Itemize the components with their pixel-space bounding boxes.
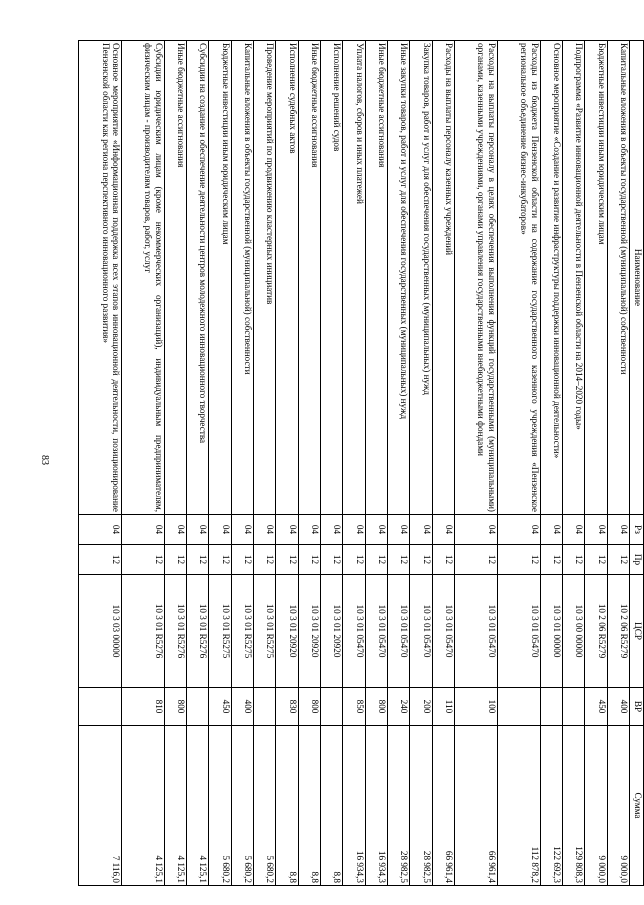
table-row	[365, 41, 387, 886]
table-row	[410, 41, 432, 886]
table-row	[432, 41, 454, 886]
cell-name: Бюджетные инвестиции иным юридическим лицам	[209, 41, 231, 515]
cell-rz: 04	[231, 515, 253, 545]
cell-sum: 4 125,1	[187, 726, 209, 886]
cell-csr: 10 3 01 R5275	[231, 575, 253, 688]
cell-vr: 830	[276, 688, 298, 726]
table-header-row	[630, 41, 644, 886]
cell-pr: 12	[607, 545, 629, 575]
cell-vr: 100	[455, 688, 498, 726]
cell-rz: 04	[497, 515, 540, 545]
cell-vr: 850	[343, 688, 365, 726]
cell-pr: 12	[585, 545, 607, 575]
table-row	[79, 41, 122, 886]
cell-pr: 12	[497, 545, 540, 575]
table-row	[585, 41, 607, 886]
cell-vr	[254, 688, 276, 726]
cell-rz: 04	[607, 515, 629, 545]
cell-sum: 8,8	[321, 726, 343, 886]
cell-vr: 450	[585, 688, 607, 726]
cell-csr: 10 3 01 20920	[276, 575, 298, 688]
cell-name: Иные закупки товаров, работ и услуг для обеспечения государственных (муниципальных) нужд	[388, 41, 410, 515]
cell-csr: 10 3 01 R5275	[209, 575, 231, 688]
cell-rz: 04	[79, 515, 122, 545]
cell-csr: 10 3 01 00000	[540, 575, 562, 688]
cell-sum: 7 116,0	[79, 726, 122, 886]
cell-csr: 10 3 00 00000	[562, 575, 584, 688]
cell-name: Капитальные вложения в объекты государственной (муниципальной) собственности	[231, 41, 253, 515]
table-row	[187, 41, 209, 886]
cell-sum: 5 680,2	[254, 726, 276, 886]
cell-pr: 12	[455, 545, 498, 575]
cell-sum: 28 982,5	[388, 726, 410, 886]
cell-name: Субсидии на создание и обеспечение деятельности центров молодежного инновационного творчества	[187, 41, 209, 515]
cell-rz: 04	[121, 515, 164, 545]
cell-rz: 04	[585, 515, 607, 545]
cell-csr: 10 3 01 05470	[410, 575, 432, 688]
cell-rz: 04	[343, 515, 365, 545]
cell-pr: 12	[231, 545, 253, 575]
cell-rz: 04	[209, 515, 231, 545]
cell-pr: 12	[164, 545, 186, 575]
cell-sum: 16 934,3	[365, 726, 387, 886]
cell-pr: 12	[187, 545, 209, 575]
cell-name: Исполнение решений судов	[321, 41, 343, 515]
cell-rz: 04	[388, 515, 410, 545]
cell-pr: 12	[121, 545, 164, 575]
cell-vr: 110	[432, 688, 454, 726]
cell-pr: 12	[432, 545, 454, 575]
header-pr: Пр	[630, 545, 644, 575]
cell-csr: 10 3 01 05470	[455, 575, 498, 688]
cell-name: Закупка товаров, работ и услуг для обеспечения государственных (муниципальных) нужд	[410, 41, 432, 515]
cell-vr	[562, 688, 584, 726]
cell-pr: 12	[343, 545, 365, 575]
cell-vr: 800	[365, 688, 387, 726]
cell-csr: 10 2 06 R5279	[607, 575, 629, 688]
table-body	[79, 41, 630, 886]
table-row	[343, 41, 365, 886]
cell-vr	[187, 688, 209, 726]
cell-name: Проведение мероприятий по продвижению кластерных инициатив	[254, 41, 276, 515]
cell-sum: 4 125,1	[121, 726, 164, 886]
cell-vr: 800	[298, 688, 320, 726]
cell-pr: 12	[254, 545, 276, 575]
header-sum: Сумма	[630, 726, 644, 886]
page-number: 83	[39, 455, 50, 465]
rotated-table-container	[78, 40, 644, 885]
table-row	[562, 41, 584, 886]
cell-sum: 129 808,3	[562, 726, 584, 886]
cell-name: Основное мероприятие «Создание и развитие инфраструктуры поддержки инновационной деятельности»	[540, 41, 562, 515]
cell-csr: 10 3 03 00000	[79, 575, 122, 688]
cell-rz: 04	[187, 515, 209, 545]
cell-name: Расходы из бюджета Пензенской области на содержание государственного казенного учреждения «Пензенское региональное объединение бизнес-инкубаторов»	[497, 41, 540, 515]
table-row	[231, 41, 253, 886]
cell-rz: 04	[562, 515, 584, 545]
cell-pr: 12	[540, 545, 562, 575]
cell-sum: 9 000,0	[585, 726, 607, 886]
table-row	[497, 41, 540, 886]
table-row	[298, 41, 320, 886]
rotated-page-content	[78, 40, 644, 885]
cell-vr	[321, 688, 343, 726]
table-row	[209, 41, 231, 886]
cell-rz: 04	[455, 515, 498, 545]
cell-rz: 04	[365, 515, 387, 545]
cell-vr: 200	[410, 688, 432, 726]
cell-sum: 5 680,2	[231, 726, 253, 886]
cell-rz: 04	[410, 515, 432, 545]
cell-csr: 10 3 01 20920	[298, 575, 320, 688]
cell-vr	[497, 688, 540, 726]
header-csr: ЦСР	[630, 575, 644, 688]
cell-csr: 10 3 01 20920	[321, 575, 343, 688]
cell-csr: 10 3 01 05470	[343, 575, 365, 688]
cell-rz: 04	[321, 515, 343, 545]
cell-csr: 10 3 01 05470	[365, 575, 387, 688]
table-row	[254, 41, 276, 886]
cell-csr: 10 2 06 R5279	[585, 575, 607, 688]
cell-csr: 10 3 01 R5276	[164, 575, 186, 688]
cell-csr: 10 3 01 R5276	[187, 575, 209, 688]
table-row	[164, 41, 186, 886]
cell-name: Основное мероприятие «Информационная поддержка всех этапов инновационной деятельности, позиционирование Пензенской области как региона перспективного инновационного развития»	[79, 41, 122, 515]
table-row	[388, 41, 410, 886]
cell-csr: 10 3 01 05470	[388, 575, 410, 688]
cell-sum: 9 000,0	[607, 726, 629, 886]
budget-table	[78, 40, 644, 886]
cell-sum: 66 961,4	[432, 726, 454, 886]
cell-name: Иные бюджетные ассигнования	[365, 41, 387, 515]
cell-name: Расходы на выплаты персоналу казенных учреждений	[432, 41, 454, 515]
cell-sum: 66 961,4	[455, 726, 498, 886]
cell-csr: 10 3 01 R5276	[121, 575, 164, 688]
cell-sum: 5 680,2	[209, 726, 231, 886]
table-row	[607, 41, 629, 886]
header-name: Наименование	[630, 41, 644, 515]
cell-vr	[540, 688, 562, 726]
header-rz: Рз	[630, 515, 644, 545]
cell-name: Исполнение судебных актов	[276, 41, 298, 515]
cell-pr: 12	[562, 545, 584, 575]
cell-csr: 10 3 01 05470	[432, 575, 454, 688]
cell-name: Субсидии юридическим лицам (кроме некоммерческих организаций), индивидуальным предпринимателям, физическим лицам - производителям товаров, работ, услуг	[121, 41, 164, 515]
cell-name: Подпрограмма «Развитие инновационной деятельности в Пензенской области на 2014–2020 годы»	[562, 41, 584, 515]
cell-pr: 12	[410, 545, 432, 575]
cell-vr: 810	[121, 688, 164, 726]
table-row	[121, 41, 164, 886]
cell-vr: 400	[607, 688, 629, 726]
cell-pr: 12	[79, 545, 122, 575]
cell-sum: 4 125,1	[164, 726, 186, 886]
cell-pr: 12	[388, 545, 410, 575]
cell-sum: 8,8	[298, 726, 320, 886]
table-row	[321, 41, 343, 886]
cell-rz: 04	[298, 515, 320, 545]
cell-pr: 12	[365, 545, 387, 575]
header-vr: ВР	[630, 688, 644, 726]
table-row	[276, 41, 298, 886]
cell-sum: 112 878,2	[497, 726, 540, 886]
cell-rz: 04	[254, 515, 276, 545]
cell-csr: 10 3 01 R5275	[254, 575, 276, 688]
cell-vr: 450	[209, 688, 231, 726]
cell-name: Бюджетные инвестиции иным юридическим лицам	[585, 41, 607, 515]
cell-sum: 16 934,3	[343, 726, 365, 886]
cell-csr: 10 3 01 05470	[497, 575, 540, 688]
table-row	[455, 41, 498, 886]
cell-name: Иные бюджетные ассигнования	[298, 41, 320, 515]
cell-rz: 04	[164, 515, 186, 545]
cell-rz: 04	[540, 515, 562, 545]
cell-vr: 800	[164, 688, 186, 726]
table-row	[540, 41, 562, 886]
cell-name: Капитальные вложения в объекты государственной (муниципальной) собственности	[607, 41, 629, 515]
cell-pr: 12	[276, 545, 298, 575]
cell-pr: 12	[209, 545, 231, 575]
cell-name: Иные бюджетные ассигнования	[164, 41, 186, 515]
cell-pr: 12	[321, 545, 343, 575]
cell-vr: 400	[231, 688, 253, 726]
cell-vr: 240	[388, 688, 410, 726]
cell-sum: 122 692,3	[540, 726, 562, 886]
cell-vr	[79, 688, 122, 726]
cell-rz: 04	[276, 515, 298, 545]
cell-name: Уплата налогов, сборов и иных платежей	[343, 41, 365, 515]
cell-sum: 28 982,5	[410, 726, 432, 886]
cell-pr: 12	[298, 545, 320, 575]
cell-name: Расходы на выплаты персоналу в целях обеспечения выполнения функций государственными (муниципальными) органами, казенными учреждениями, органами управления государственными внебюджетными фондами	[455, 41, 498, 515]
cell-sum: 8,8	[276, 726, 298, 886]
cell-rz: 04	[432, 515, 454, 545]
